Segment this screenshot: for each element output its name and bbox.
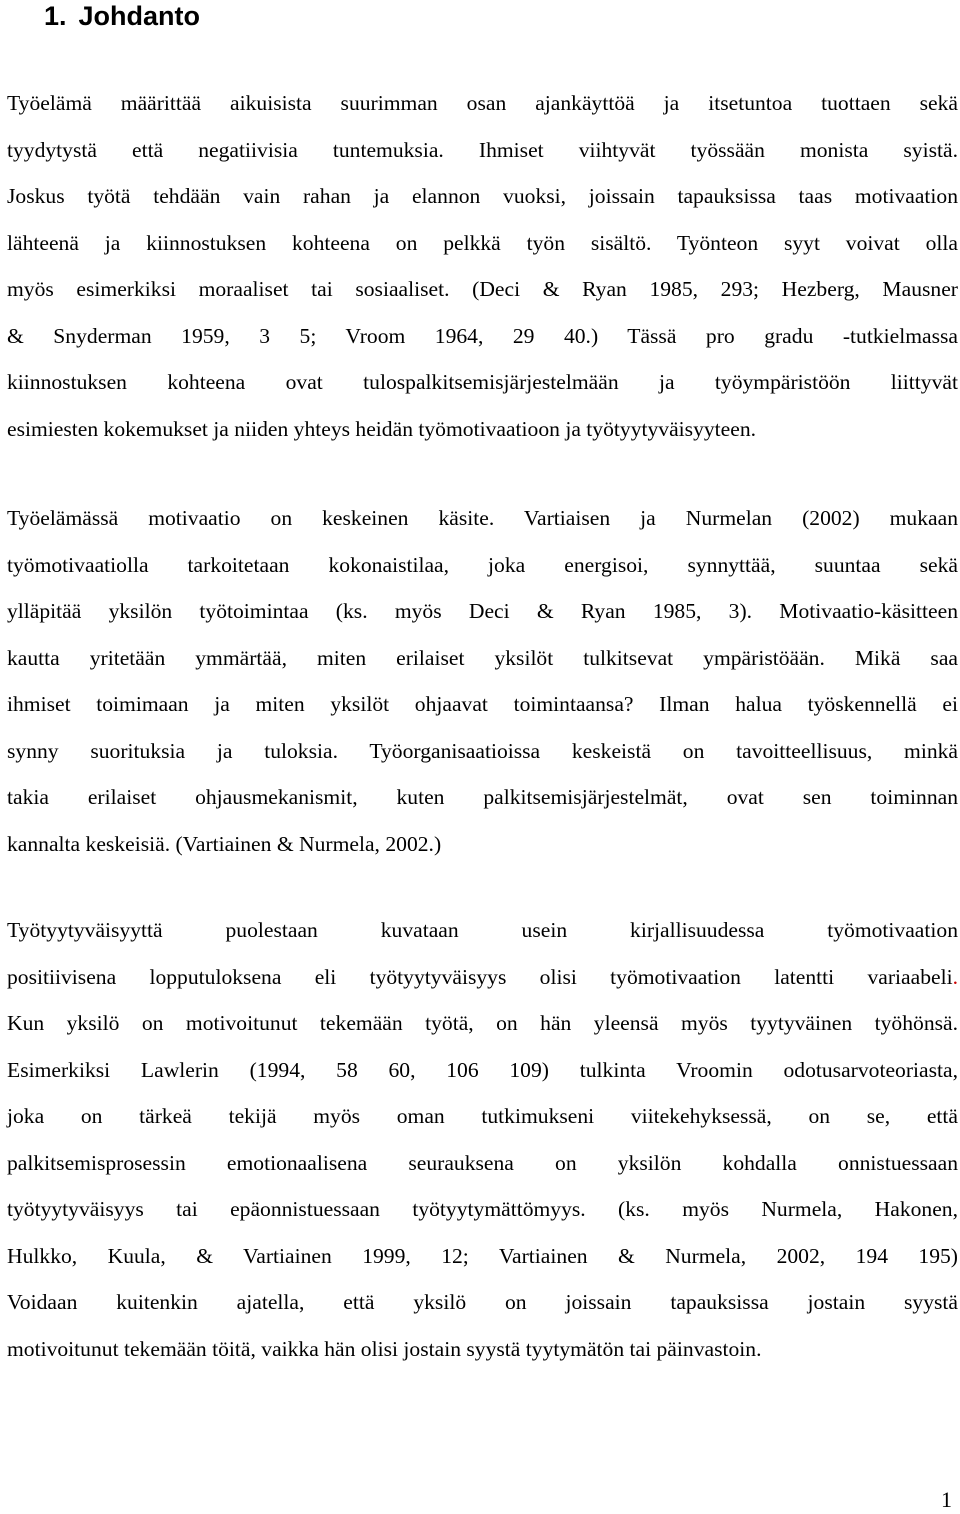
text-line: kannalta keskeisiä. (Vartiainen & Nurmela, 2002.) bbox=[7, 831, 442, 856]
text-line-body: positiivisena lopputuloksena eli työtyytyväisyys olisi työmotivaation latentti variaabeli bbox=[7, 964, 953, 989]
text-line: Kun yksilö on motivoitunut tekemään työtä, on hän yleensä myös tyytyväinen työhönsä. bbox=[7, 1011, 958, 1035]
text-line: ihmiset toimimaan ja miten yksilöt ohjaavat toimintaansa? Ilman halua työskennellä ei bbox=[7, 692, 958, 716]
paragraph-intro bbox=[7, 80, 958, 452]
text-line: kautta yritetään ymmärtää, miten erilaiset yksilöt tulkitsevat ympäristöään. Mikä saa bbox=[7, 645, 958, 670]
red-period-mark: . bbox=[952, 964, 958, 989]
text-line: takia erilaiset ohjausmekanismit, kuten palkitsemisjärjestelmät, ovat sen toiminnan bbox=[7, 785, 958, 809]
paragraph-motivation bbox=[7, 495, 958, 867]
text-line: Hulkko, Kuula, & Vartiainen 1999, 12; Vartiainen & Nurmela, 2002, 194 195) bbox=[7, 1243, 958, 1268]
text-line: & Snyderman 1959, 3 5; Vroom 1964, 29 40.) Tässä pro gradu -tutkielmassa bbox=[7, 323, 958, 348]
paragraph-satisfaction bbox=[7, 907, 958, 1372]
text-line: Joskus työtä tehdään vain rahan ja elannon vuoksi, joissain tapauksissa taas motivaation bbox=[7, 184, 958, 208]
text-line: Työtyytyväisyyttä puolestaan kuvataan usein kirjallisuudessa työmotivaation bbox=[7, 918, 958, 942]
page-number: 1 bbox=[941, 1487, 952, 1512]
text-line: myös esimerkiksi moraaliset tai sosiaaliset. (Deci & Ryan 1985, 293; Hezberg, Mausner bbox=[7, 277, 958, 301]
text-line bbox=[7, 954, 958, 1001]
chapter-heading bbox=[44, 0, 200, 32]
text-line: palkitsemisprosessin emotionaalisena seurauksena on yksilön kohdalla onnistuessaan bbox=[7, 1150, 958, 1175]
text-line: joka on tärkeä tekijä myös oman tutkimukseni viitekehyksessä, on se, että bbox=[7, 1104, 958, 1128]
text-line: Työelämässä motivaatio on keskeinen käsite. Vartiaisen ja Nurmelan (2002) mukaan bbox=[7, 506, 958, 530]
text-line: motivoitunut tekemään töitä, vaikka hän olisi jostain syystä tyytymätön tai päinvastoin. bbox=[7, 1336, 762, 1361]
text-line: tyydytystä että negatiivisia tuntemuksia. Ihmiset viihtyvät työssään monista syistä. bbox=[7, 137, 958, 162]
text-line: Esimerkiksi Lawlerin (1994, 58 60, 106 109) tulkinta Vroomin odotusarvoteoriasta, bbox=[7, 1057, 958, 1082]
text-line: esimiesten kokemukset ja niiden yhteys heidän työmotivaatioon ja työtyytyväisyyteen. bbox=[7, 416, 757, 441]
text-line: ylläpitää yksilön työtoimintaa (ks. myös Deci & Ryan 1985, 3). Motivaatio-käsitteen bbox=[7, 599, 958, 623]
text-line: synny suorituksia ja tuloksia. Työorganisaatioissa keskeistä on tavoitteellisuus, minkä bbox=[7, 738, 958, 763]
chapter-title: Johdanto bbox=[78, 1, 201, 31]
text-line: työmotivaatiolla tarkoitetaan kokonaistilaa, joka energisoi, synnyttää, suuntaa sekä bbox=[7, 552, 958, 577]
text-line: työtyytyväisyys tai epäonnistuessaan työtyytymättömyys. (ks. myös Nurmela, Hakonen, bbox=[7, 1197, 958, 1221]
text-line: Voidaan kuitenkin ajatella, että yksilö on joissain tapauksissa jostain syystä bbox=[7, 1290, 958, 1314]
text-line: Työelämä määrittää aikuisista suurimman osan ajankäyttöä ja itsetuntoa tuottaen sekä bbox=[7, 91, 958, 115]
text-line: lähteenä ja kiinnostuksen kohteena on pelkkä työn sisältö. Työnteon syyt voivat olla bbox=[7, 230, 958, 255]
text-line: kiinnostuksen kohteena ovat tulospalkitsemisjärjestelmään ja työympäristöön liittyvät bbox=[7, 370, 958, 394]
chapter-number: 1. bbox=[44, 1, 67, 31]
